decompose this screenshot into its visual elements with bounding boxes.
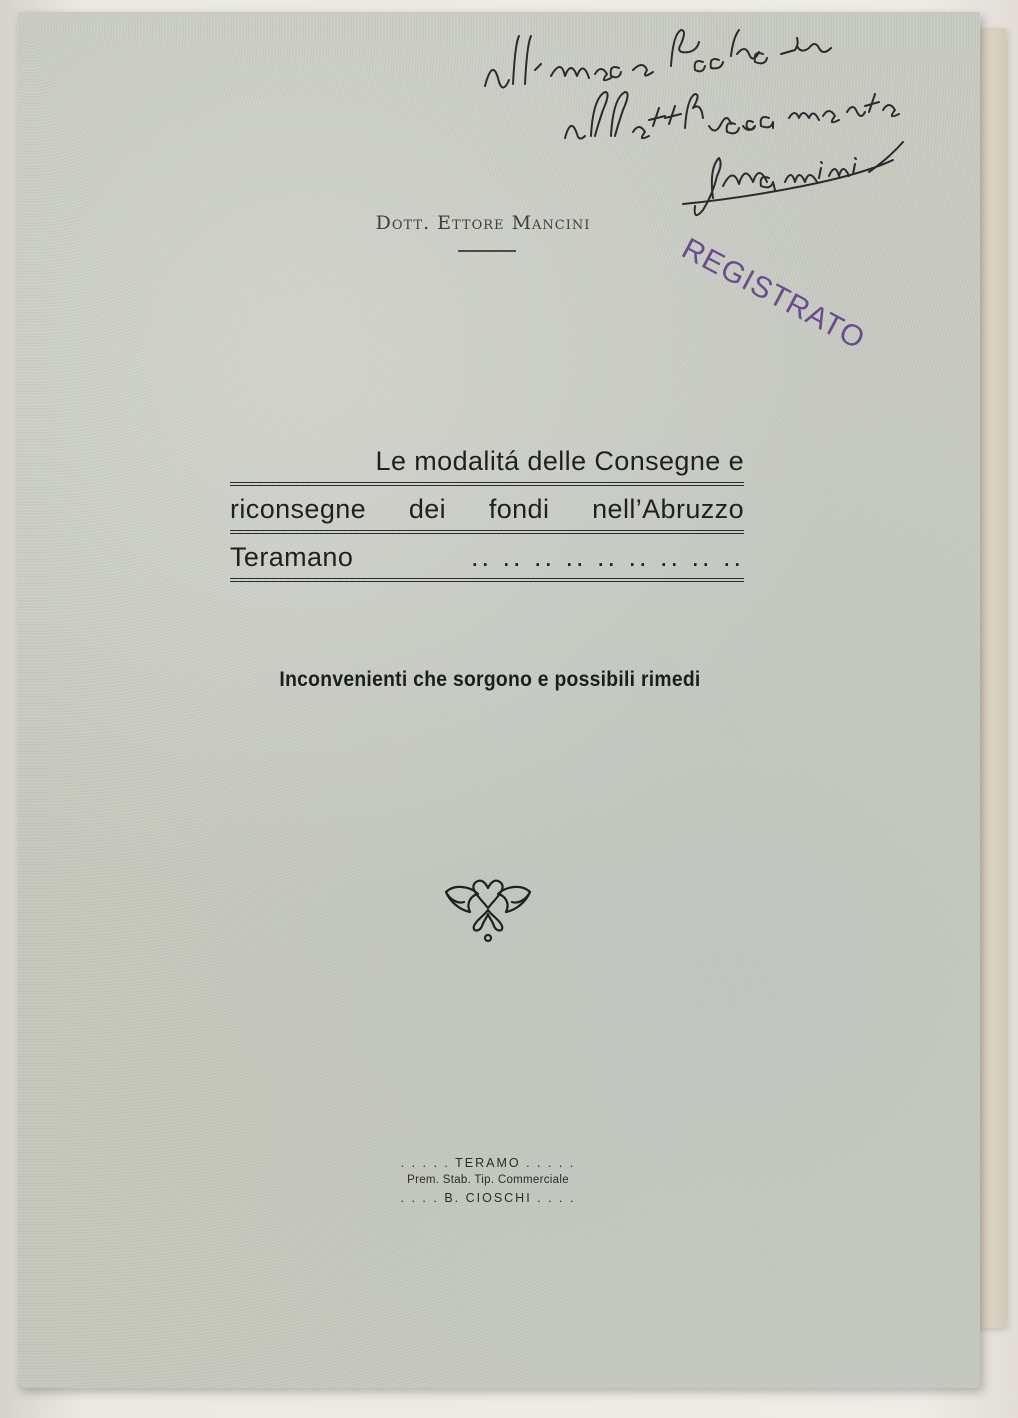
title-line-3-word: Teramano	[230, 542, 354, 572]
imprint-printer: Prem. Stab. Tip. Commerciale	[407, 1174, 569, 1187]
imprint-city: . . . . . TERAMO . . . . .	[400, 1156, 576, 1170]
author-rule-divider	[458, 250, 516, 252]
registration-stamp: REGISTRATO	[676, 232, 871, 357]
subtitle: Inconvenienti che sorgono e possibili rimedi	[279, 668, 701, 691]
double-rule-divider	[230, 530, 744, 534]
title-line-1: Le modalitá delle Consegne e	[375, 446, 744, 476]
handwritten-inscription	[473, 26, 953, 226]
title-line-3	[230, 544, 744, 571]
title-line-3-leaders: .. .. .. .. .. .. .. .. ..	[470, 542, 744, 572]
double-rule-divider	[230, 482, 744, 486]
heart-flourish-icon	[440, 874, 536, 948]
double-rule-divider	[230, 578, 744, 582]
imprint	[338, 1154, 638, 1207]
title-line-2: riconsegne dei fondi nell’Abruzzo	[230, 494, 744, 524]
imprint-publisher: . . . . B. CIOSCHI . . . .	[400, 1190, 576, 1205]
booklet-cover	[18, 12, 980, 1388]
title-block	[230, 442, 744, 592]
author-name: Dott. Ettore Mancini	[375, 212, 591, 234]
